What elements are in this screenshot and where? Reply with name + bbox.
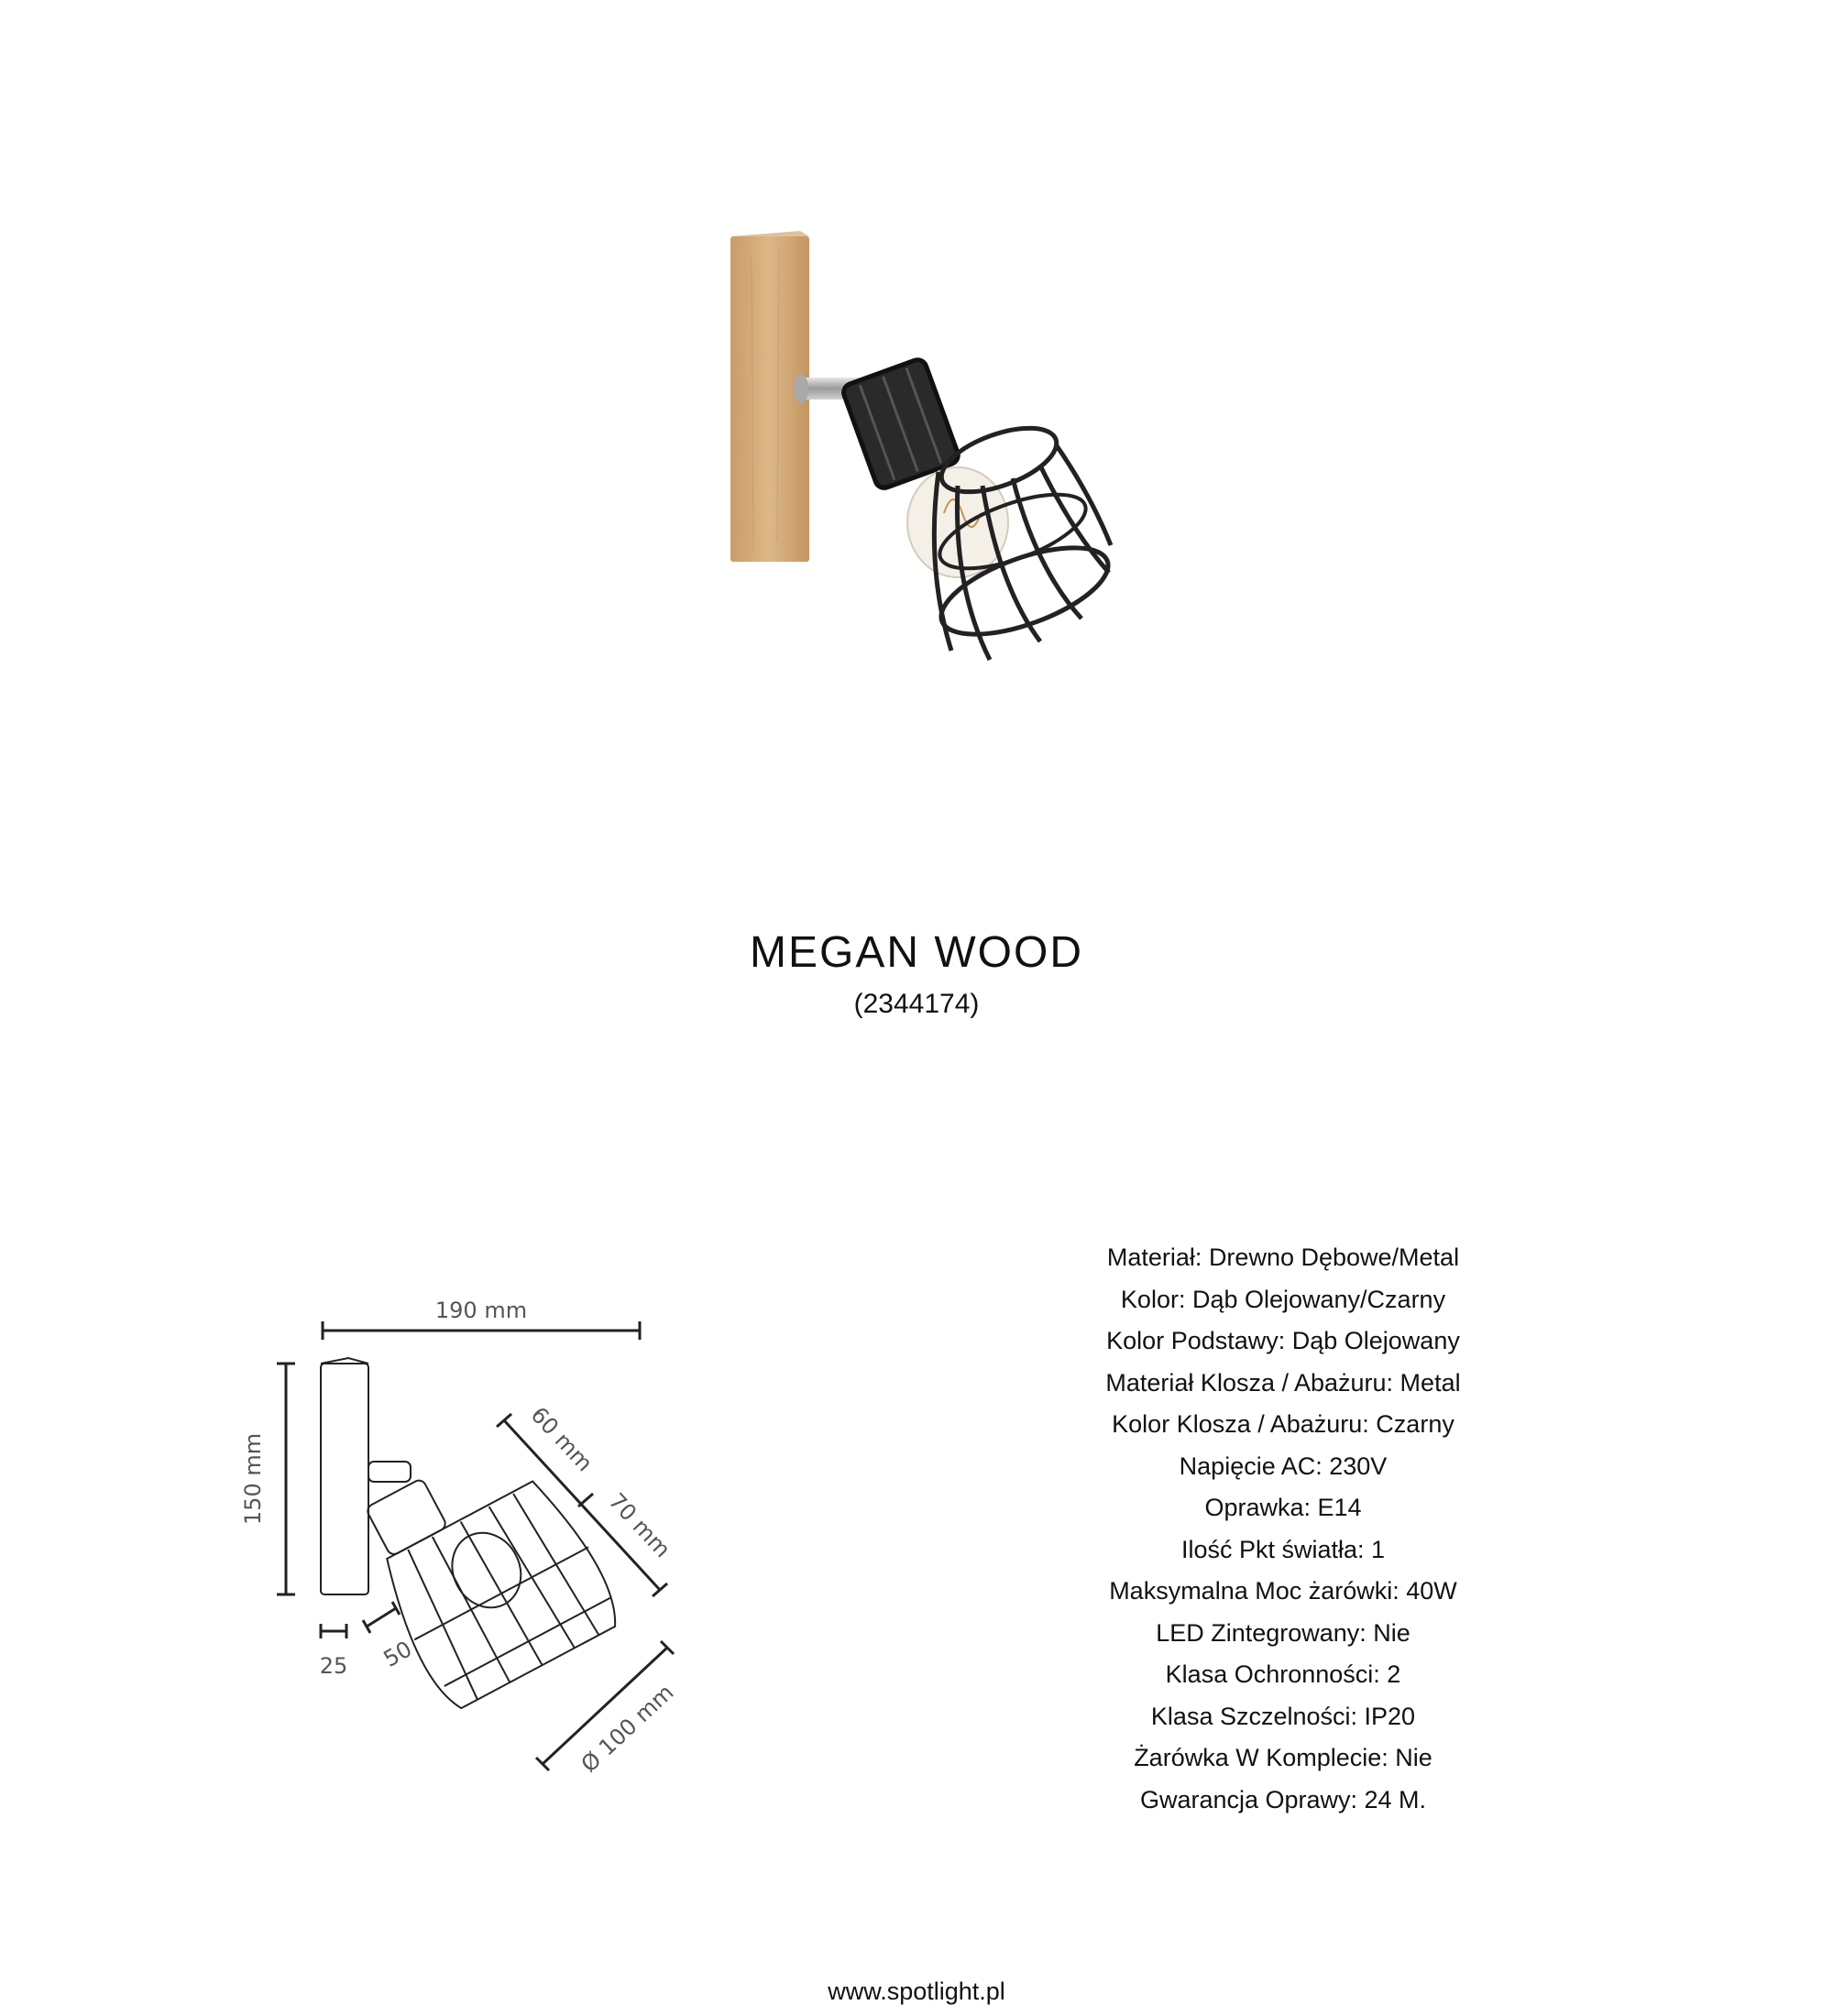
spec-line: Żarówka W Komplecie: Nie xyxy=(1134,1744,1432,1771)
shade-cage xyxy=(930,415,1118,660)
spec-line: Kolor: Dąb Olejowany/Czarny xyxy=(1120,1285,1446,1313)
spec-line: Napięcie AC: 230V xyxy=(1179,1452,1388,1480)
spec-line: Materiał Klosza / Abażuru: Metal xyxy=(1105,1368,1461,1397)
dimension-drawing xyxy=(229,1265,706,1778)
spec-list xyxy=(1008,1237,1558,1821)
title-block xyxy=(0,926,1833,1021)
dim-arm-length-label: 50 xyxy=(379,1636,417,1672)
dim-height-label: 150 mm xyxy=(240,1432,266,1526)
spec-line: Gwarancja Oprawy: 24 M. xyxy=(1139,1785,1427,1813)
spec-line: Materiał: Drewno Dębowe/Metal xyxy=(1106,1244,1460,1271)
spec-line: Klasa Ochronności: 2 xyxy=(1165,1660,1401,1688)
product-title: MEGAN WOOD xyxy=(750,928,1083,977)
dim-width-label: 190 mm xyxy=(434,1298,528,1323)
spec-line: LED Zintegrowany: Nie xyxy=(1156,1618,1410,1647)
technical-drawing xyxy=(229,1265,706,1778)
spec-line: Kolor Podstawy: Dąb Olejowany xyxy=(1106,1327,1460,1354)
spec-line: Ilość Pkt światła: 1 xyxy=(1180,1535,1386,1563)
dim-shade-top-label: 60 mm xyxy=(525,1401,598,1477)
product-code: (2344174) xyxy=(853,989,980,1019)
drawing-base xyxy=(321,1364,368,1594)
spec-line: Maksymalna Moc żarówki: 40W xyxy=(1109,1577,1457,1605)
product-photo xyxy=(697,220,1136,715)
spec-line: Kolor Klosza / Abażuru: Czarny xyxy=(1112,1410,1454,1438)
footer-url[interactable]: www.spotlight.pl xyxy=(828,1978,1005,2005)
wall-lamp-illustration xyxy=(697,220,1136,715)
dim-base-depth-label: 25 xyxy=(319,1653,348,1679)
spec-line: Oprawka: E14 xyxy=(1204,1494,1362,1521)
dim-diameter-label: Ø 100 mm xyxy=(576,1679,679,1778)
dim-shade-length-label: 70 mm xyxy=(603,1487,676,1563)
spec-line: Klasa Szczelności: IP20 xyxy=(1150,1702,1416,1730)
